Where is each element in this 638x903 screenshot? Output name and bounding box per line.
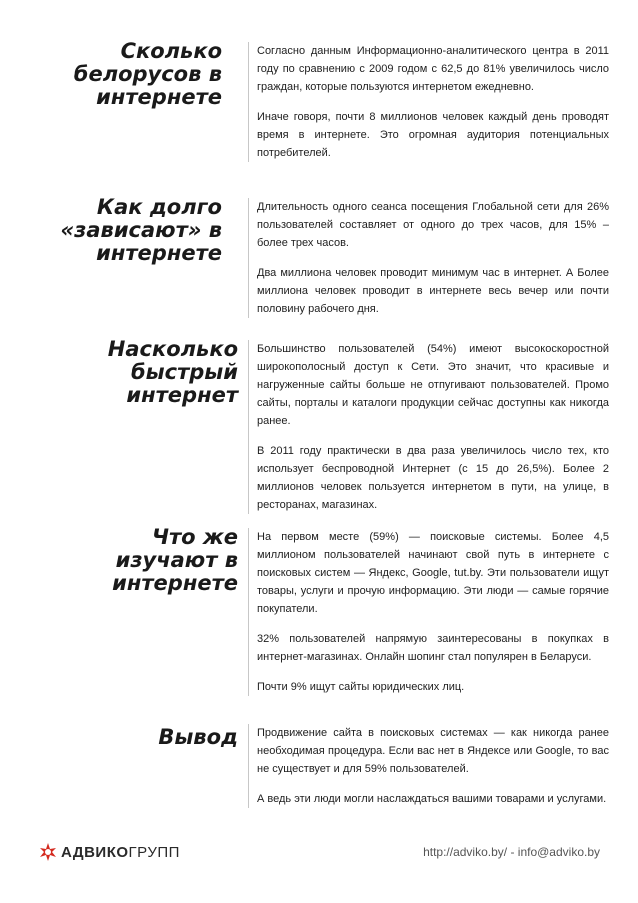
paragraph: Согласно данным Информационно-аналитического центра в 2011 году по сравнению с 2009 годом с 62,5 до 81% увеличилось число граждан, которые пользуются интернетом ежедневно. — [257, 45, 609, 93]
logo-wordmark: АДВИКОГРУПП — [61, 843, 180, 861]
paragraph: На первом месте (59%) — поисковые системы. Более 4,5 миллионом пользователей начинают свой путь в интернете с поисковых систем — Яндекс, Google, tut.by. Эти пользователи ищут товары, услуги и прочую информацию. Эти люди — самые горячие покупатели. — [257, 531, 609, 615]
section-heading: Как долго «зависают» в интернете — [60, 195, 222, 265]
paragraph: Иначе говоря, почти 8 миллионов человек каждый день проводят время в интернете. Это огромная аудитория потенциальных потребителей. — [257, 111, 609, 159]
section-body — [248, 340, 609, 514]
contact-info: http://adviko.by/ - info@adviko.by — [423, 845, 600, 859]
paragraph: Продвижение сайта в поисковых системах — как никогда ранее необходимая процедура. Если вас нет в Яндексе или Google, то вас не существует и для 59% пользователей. — [257, 727, 609, 775]
paragraph: Почти 9% ищут сайты юридических лиц. — [257, 681, 465, 693]
section-body — [248, 528, 609, 696]
flame-star-icon — [38, 842, 58, 862]
paragraph: Большинство пользователей (54%) имеют высокоскоростной широкополосный доступ к Сети. Это значит, что красивые и нагруженные сайты больше не отпугивают пользователей. Промо сайты, порталы и каталоги продукции сейчас доступны как никогда ранее. — [257, 343, 609, 427]
section-body — [248, 198, 609, 318]
paragraph: Два миллиона человек проводит минимум час в интернет. А Более миллиона человек проводит в интернете весь вечер или почти половину рабочего дня. — [257, 267, 609, 315]
section-heading: Насколько быстрый интернет — [107, 337, 238, 407]
paragraph: В 2011 году практически в два раза увеличилось число тех, кто использует беспроводной Интернет (с 15 до 26,5%). Более 2 миллионов человек пользуется интернетом в пути, на улице, в ресторанах, магазинах. — [257, 445, 609, 511]
section-heading: Сколько белорусов в интернете — [73, 39, 222, 109]
section-body — [248, 724, 609, 808]
paragraph: 32% пользователей напрямую заинтересованы в покупках в интернет-магазинах. Онлайн шопинг стал популярен в Беларуси. — [257, 633, 609, 663]
paragraph: А ведь эти люди могли наслаждаться вашими товарами и услугами. — [257, 793, 607, 805]
company-logo — [38, 842, 180, 862]
section-heading: Вывод — [158, 725, 238, 749]
paragraph: Длительность одного сеанса посещения Глобальной сети для 26% пользователей составляет от одного до трех часов, для 15% – более трех часов. — [257, 201, 609, 249]
page-footer — [0, 830, 638, 870]
section-heading: Что же изучают в интернете — [112, 525, 238, 595]
section-body — [248, 42, 609, 162]
